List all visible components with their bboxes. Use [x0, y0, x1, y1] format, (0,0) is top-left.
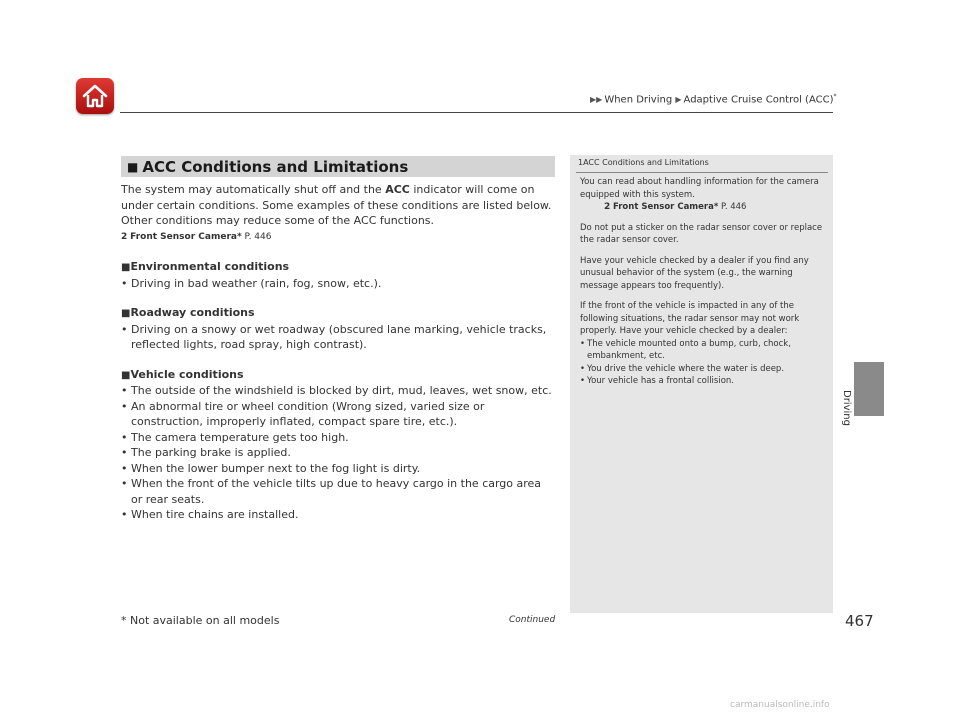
square-bullet-icon: ■ [121, 308, 131, 319]
side-tab[interactable] [854, 362, 884, 416]
home-icon [81, 83, 109, 109]
note-list-item: • The vehicle mounted onto a bump, curb, chock, embankment, etc. [580, 338, 826, 363]
list-item: • Driving in bad weather (rain, fog, snow, etc.). [121, 276, 555, 292]
list-item: • An abnormal tire or wheel condition (Wrong sized, varied size or construction, improperly inflated, compact spare tire, etc.). [121, 399, 555, 430]
asterisk-mark: * [833, 93, 837, 100]
breadcrumb-arrow-icon: ▶ [675, 95, 682, 105]
group-heading: ■Vehicle conditions [121, 367, 244, 381]
acc-indicator-term: ACC [385, 183, 410, 196]
cross-reference[interactable]: 2 Front Sensor Camera* P. 446 [604, 202, 747, 212]
list-item: • The parking brake is applied. [121, 445, 555, 461]
cross-reference[interactable]: 2 Front Sensor Camera* P. 446 [121, 231, 272, 242]
square-bullet-icon: ■ [121, 369, 131, 381]
reference-arrow-icon: 2 [604, 202, 611, 212]
square-bullet-icon: ■ [127, 159, 139, 174]
note-paragraph: You can read about handling information for the camera equipped with this system. [580, 177, 819, 200]
list-item: • When tire chains are installed. [121, 507, 555, 523]
list-item: • When the lower bumper next to the fog light is dirty. [121, 461, 555, 477]
note-list-item: • You drive the vehicle where the water is deep. [580, 363, 826, 376]
section-title: ACC Conditions and Limitations [142, 157, 409, 176]
note-paragraph: Do not put a sticker on the radar sensor cover or replace the radar sensor cover. [580, 222, 823, 245]
list-item: • The outside of the windshield is blocked by dirt, mud, leaves, wet snow, etc. [121, 383, 555, 399]
header-rule [120, 112, 833, 113]
list-item: • Driving on a snowy or wet roadway (obscured lane marking, vehicle tracks, reflected lights, road spray, high contrast). [121, 322, 555, 353]
footnote: * Not available on all models [121, 614, 280, 627]
group-heading: ■Roadway conditions [121, 306, 255, 319]
list-item: • When the front of the vehicle tilts up due to heavy cargo in the cargo area or rear seats. [121, 476, 555, 507]
main-content [121, 182, 555, 523]
section-header [121, 156, 555, 177]
note-paragraph: Have your vehicle checked by a dealer if you find any unusual behavior of the system (e.g., the warning message appears too frequently). [580, 255, 809, 291]
breadcrumb-item[interactable]: When Driving [604, 94, 673, 106]
watermark: carmanualsonline.info [730, 700, 830, 710]
list-item: • The camera temperature gets too high. [121, 430, 555, 446]
page-number: 467 [845, 612, 874, 630]
group-heading: ■Environmental conditions [121, 260, 290, 273]
note-marker-icon: 1 [578, 158, 584, 167]
breadcrumb-item[interactable]: Adaptive Cruise Control (ACC) [683, 94, 834, 106]
intro-paragraph: The system may automatically shut off and the ACC indicator will come on under certain conditions. Some examples of these conditions are listed below. Other conditions may reduce some of the ACC functions. [121, 183, 552, 227]
note-paragraph: If the front of the vehicle is impacted in any of the following situations, the radar sensor may not work properly. Have your vehicle checked by a dealer: [580, 301, 800, 336]
note-list-item: • Your vehicle has a frontal collision. [580, 375, 826, 388]
note-title: 1ACC Conditions and Limitations [578, 158, 709, 167]
note-body [580, 176, 826, 388]
side-tab-label: Driving [841, 390, 852, 426]
breadcrumb [590, 93, 836, 105]
home-button[interactable] [76, 78, 114, 114]
reference-arrow-icon: 2 [121, 231, 128, 242]
breadcrumb-arrow-icon: ▶▶ [590, 95, 603, 105]
square-bullet-icon: ■ [121, 262, 131, 273]
note-rule [576, 172, 828, 173]
notes-panel [570, 155, 833, 613]
continued-label: Continued [509, 615, 556, 625]
